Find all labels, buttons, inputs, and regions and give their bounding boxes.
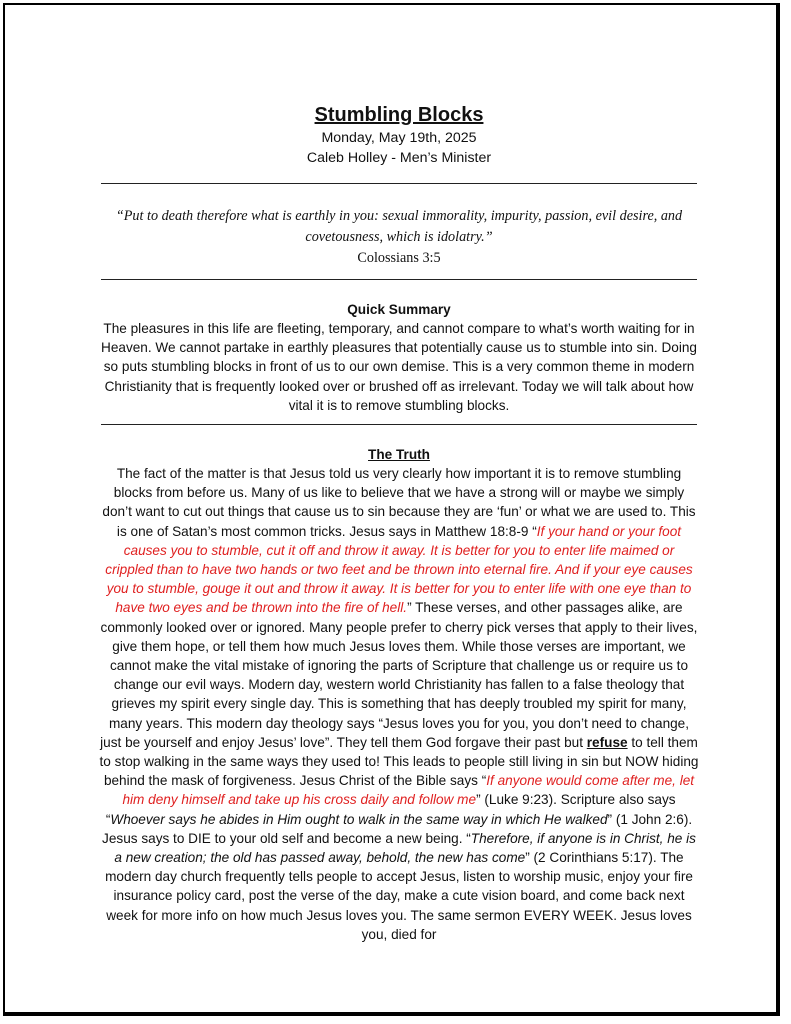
truth-text-segment: ” These verses, and other passages alike, are commonly looked over or ignored. Many people prefer to cherry pick verses that apply to their lives, give them hope, or tell them how much Jesus loves them. While those verses are important, we cannot make the vital mistake of ignoring the parts of Scripture that challenge us or require us to change our evil ways. Modern day, western world Christianity has fallen to a false theology that grieves my spirit every single day. This is something that has deeply troubled my spirit for many, many years. This modern day theology says “Jesus loves you for you, you don’t need to change, just be yourself and enjoy Jesus’ love”. They tell them God forgave their past but xyxy=(100,600,698,750)
truth-text-segment: ” (Luke 9:23). Scripture also says “ xyxy=(105,792,676,827)
scripture-2corinthians-quote: Therefore, if anyone is in Christ, he is a new creation; the old has passed away, behold, the new has come xyxy=(114,830,696,866)
sermon-date: Monday, May 19th, 2025 xyxy=(321,130,477,146)
truth-text-segment: The fact of the matter is that Jesus told us very clearly how important it is to remove stumbling blocks from before us. Many of us like to believe that we have a strong will or maybe we simply don’t want to cut out things that cause us to sin because they are ‘fun’ or what we are used to. This is one of Satan’s most common tricks. Jesus says in Matthew 18:8-9 “ xyxy=(102,466,696,539)
scripture-matthew-quote: If your hand or your foot causes you to stumble, cut it off and throw it away. It is better for you to enter life maimed or crippled than to have two hands or two feet and be thrown into eternal fire. And if your eye causes you to stumble, gouge it out and throw it away. It is better for you to enter life with one eye than to have two eyes and be thrown into the fire of hell. xyxy=(105,523,693,616)
scripture-reference: Colossians 3:5 xyxy=(357,250,441,266)
refuse-emphasis: refuse xyxy=(586,734,628,750)
divider xyxy=(101,424,697,425)
truth-text-segment: ” (2 Corinthians 5:17). The modern day church frequently tells people to accept Jesus, listen to worship music, enjoy your fire insurance policy card, post the verse of the day, make a cute vision board, and come back next week for more info on how much Jesus loves you. The same sermon EVERY WEEK. Jesus loves you, died for xyxy=(105,850,693,942)
document-page xyxy=(3,3,780,1016)
truth-text-segment: ” (1 John 2:6). Jesus says to DIE to your old self and become a new being. “ xyxy=(102,811,693,846)
scripture-1john-quote: Whoever says he abides in Him ought to walk in the same way in which He walked xyxy=(110,811,608,827)
page-title: Stumbling Blocks xyxy=(314,104,484,126)
scripture-luke-quote: If anyone would come after me, let him deny himself and take up his cross daily and follow me xyxy=(122,773,695,808)
divider xyxy=(101,279,697,280)
truth-text xyxy=(99,464,699,944)
summary-heading: Quick Summary xyxy=(347,302,451,317)
scripture-quote: “Put to death therefore what is earthly in you: sexual immorality, impurity, passion, evil desire, and covetousness, which is idolatry.” xyxy=(115,208,683,245)
document-content xyxy=(99,102,699,944)
summary-text: The pleasures in this life are fleeting, temporary, and cannot compare to what’s worth waiting for in Heaven. We cannot partake in earthly pleasures that potentially cause us to stumble into sin. Doing so puts stumbling blocks in front of us to our own demise. This is a very common theme in modern Christianity that is frequently looked over or brushed off as irrelevant. Today we will talk about how vital it is to remove stumbling blocks. xyxy=(101,321,697,413)
truth-heading: The Truth xyxy=(368,447,430,463)
truth-text-segment: to tell them to stop walking in the same ways they used to! This leads to people still living in sin but NOW hiding behind the mask of forgiveness. Jesus Christ of the Bible says “ xyxy=(99,734,699,789)
sermon-author: Caleb Holley - Men’s Minister xyxy=(306,150,492,166)
divider xyxy=(101,183,697,184)
